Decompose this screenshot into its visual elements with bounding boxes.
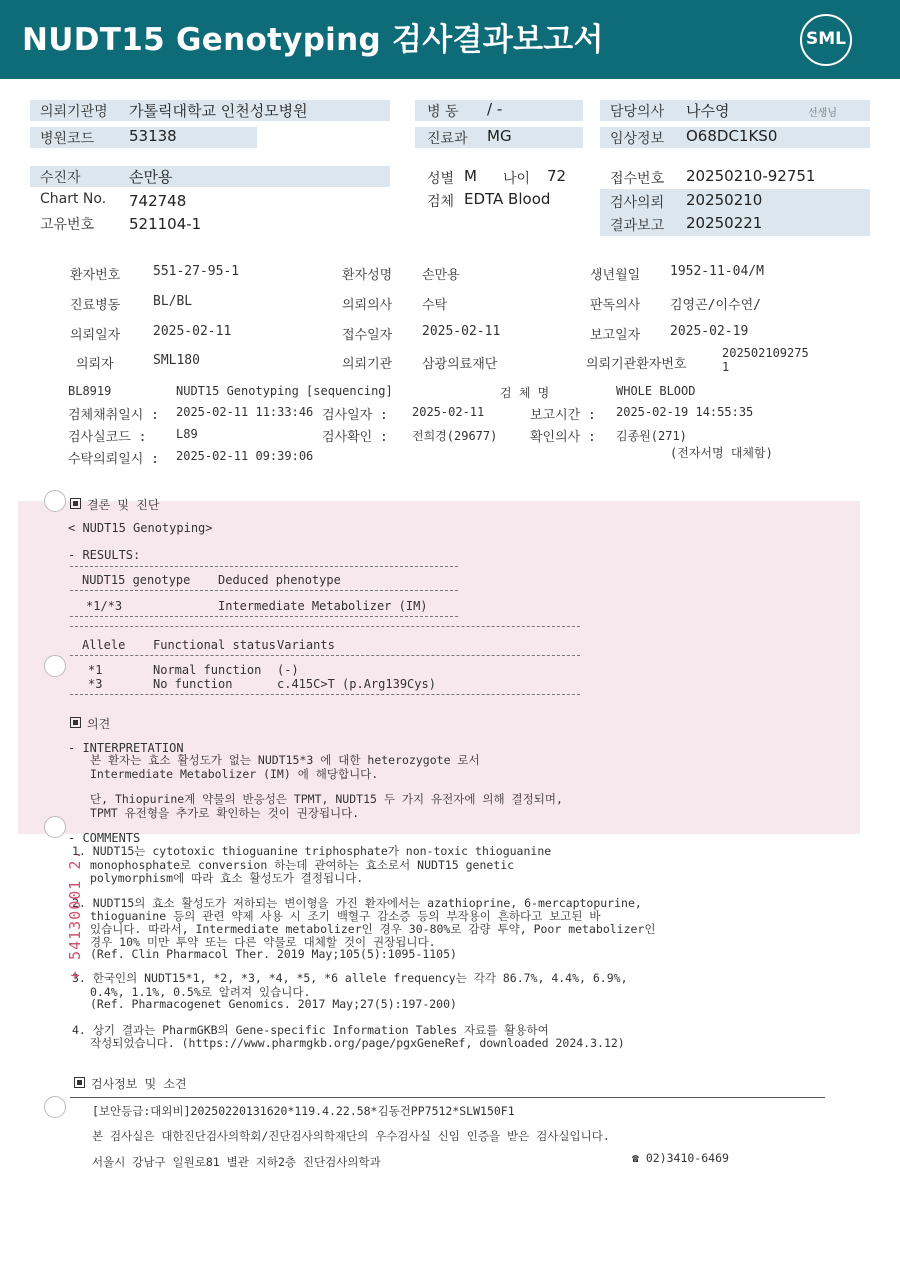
- info-label: 의뢰기관환자번호: [586, 357, 687, 372]
- divider: [70, 590, 458, 591]
- divider: [70, 616, 458, 617]
- allele-variant: c.415C>T (p.Arg139Cys): [277, 677, 436, 691]
- age-label: 나이: [503, 171, 531, 187]
- institution-value: 가톨릭대학교 인천성모병원: [129, 102, 308, 120]
- institution-label: 의뢰기관명: [40, 104, 108, 120]
- comment-line: polymorphism에 따라 효소 활성도가 결정됩니다.: [90, 871, 364, 885]
- hospital-code-value: 53138: [129, 127, 177, 145]
- vertical-stamp: + 54130001 2.: [66, 849, 84, 980]
- result-section-label: 결론 및 진단: [87, 498, 160, 512]
- punch-hole: [44, 490, 66, 512]
- result-section-heading: [70, 496, 159, 513]
- interp-line: Intermediate Metabolizer (IM) 에 해당합니다.: [90, 767, 379, 781]
- info-label: 생년월일: [590, 268, 641, 283]
- allele-status: No function: [153, 677, 233, 691]
- allele-variant: (-): [277, 663, 299, 677]
- ward-label: 병 동: [427, 104, 459, 120]
- receipt-value: 20250210-92751: [686, 167, 816, 185]
- info-label: 환자성명: [342, 268, 393, 283]
- id-label: 고유번호: [40, 217, 95, 233]
- reporttime-value: 2025-02-19 14:55:35: [616, 405, 754, 419]
- result-title: < NUDT15 Genotyping>: [68, 521, 213, 535]
- info-value: 2025-02-11: [422, 324, 501, 339]
- result-panel: [18, 501, 860, 834]
- report-label: 결과보고: [610, 218, 665, 234]
- interp-line: 단, Thiopurine계 약물의 반응성은 TPMT, NUDT15 두 가지 유전자에 의해 결정되며,: [90, 792, 563, 806]
- physician-value: 김종원(271): [616, 429, 687, 443]
- comment-line: 2. NUDT15의 효소 활성도가 저하되는 변이형을 가진 환자에서는 azathioprine, 6-mercaptopurine,: [72, 896, 642, 910]
- interp-line: TPMT 유전형을 추가로 확인하는 것이 권장됩니다.: [90, 806, 360, 820]
- phone-line: ☎ 02)3410-6469: [632, 1151, 729, 1165]
- interp-label: - INTERPRETATION: [68, 741, 184, 755]
- age-value: 72: [547, 167, 567, 185]
- comment-line: 경우 10% 미만 투약 또는 다른 약물로 대체할 것이 권장됩니다.: [90, 935, 436, 949]
- info-label: 환자번호: [70, 268, 121, 283]
- section-box-icon: [70, 717, 81, 728]
- comment-line: 3. 한국인의 NUDT15*1, *2, *3, *4, *5, *6 allele frequency는 각각 86.7%, 4.4%, 6.9%,: [72, 971, 628, 985]
- confirm-value: 전희경(29677): [412, 429, 498, 443]
- section-box-icon: [70, 498, 81, 509]
- phenotype-value: Intermediate Metabolizer (IM): [218, 599, 428, 613]
- doctor-value: 나수영: [686, 102, 730, 120]
- physician-label: 확인의사 :: [530, 430, 596, 445]
- patient-row: [30, 166, 390, 187]
- info-value: 손만용: [422, 268, 460, 283]
- divider: [70, 655, 580, 656]
- comment-line: monophosphate로 conversion 하는데 관여하는 효소로서 NUDT15 genetic: [90, 858, 515, 872]
- info-label: 의뢰자: [76, 357, 114, 372]
- specimen-value: EDTA Blood: [464, 190, 551, 208]
- comment-line: 작성되었습니다. (https://www.pharmgkb.org/page/pgxGeneRef, downloaded 2024.3.12): [90, 1036, 625, 1050]
- footer-divider: [70, 1097, 825, 1098]
- divider: [70, 694, 580, 695]
- receipt-label: 접수번호: [610, 171, 665, 187]
- allele-name: *1: [88, 663, 103, 677]
- footer-section-label: 검사정보 및 소견: [91, 1077, 187, 1091]
- clinical-label: 임상정보: [610, 131, 665, 147]
- patient-value: 손만용: [129, 168, 173, 186]
- comments-label: - COMMENTS: [68, 831, 141, 845]
- punch-hole: [44, 655, 66, 677]
- info-value: 1: [722, 360, 730, 374]
- info-value: BL/BL: [153, 294, 193, 309]
- consign-label: 수탁의뢰일시 :: [68, 452, 160, 467]
- results-label: - RESULTS:: [68, 548, 141, 562]
- sml-logo: SML: [800, 14, 852, 66]
- info-label: 의뢰일자: [70, 328, 121, 343]
- info-label: 의뢰의사: [342, 298, 393, 313]
- confirm-label: 검사확인 :: [322, 430, 388, 445]
- reporttime-label: 보고시간 :: [530, 408, 596, 423]
- comment-line: thioguanine 등의 관련 약제 사용 시 조기 백혈구 감소증 등의 부작용이 흔하다고 보고된 바: [90, 909, 601, 923]
- security-line: [보안등급:대외비]20250220131620*119.4.22.58*김동건PP7512*SLW150F1: [92, 1104, 515, 1118]
- col-status: Functional status: [153, 638, 276, 652]
- doctor-suffix: 선생님: [808, 108, 837, 119]
- punch-hole: [44, 1096, 66, 1118]
- divider: [70, 626, 580, 627]
- info-value: 1952-11-04/M: [670, 264, 764, 279]
- testdate-label: 검사일자 :: [322, 408, 388, 423]
- esign-note: (전자서명 대체함): [670, 446, 773, 460]
- info-label: 접수일자: [342, 328, 393, 343]
- col-variants: Variants: [277, 638, 335, 652]
- allele-name: *3: [88, 677, 103, 691]
- interp-line: 본 환자는 효소 활성도가 없는 NUDT15*3 에 대한 heterozygote 로서: [90, 753, 480, 767]
- test-specimen: WHOLE BLOOD: [616, 384, 696, 398]
- specimen-label: 검체: [427, 194, 455, 210]
- chart-value: 742748: [129, 192, 187, 210]
- allele-status: Normal function: [153, 663, 262, 677]
- lab-value: L89: [176, 427, 198, 441]
- section-box-icon: [74, 1077, 85, 1088]
- info-label: 판독의사: [590, 298, 641, 313]
- info-value: SML180: [153, 353, 200, 368]
- testdate-value: 2025-02-11: [412, 405, 485, 419]
- col-genotype: NUDT15 genotype: [82, 573, 191, 587]
- info-value: 202502109275: [722, 346, 809, 360]
- sex-value: M: [464, 167, 477, 185]
- patient-label: 수진자: [40, 170, 81, 186]
- comment-line: 있습니다. 따라서, Intermediate metabolizer인 경우 30-80%로 감량 투약, Poor metabolizer인: [90, 922, 656, 936]
- dept-label: 진료과: [427, 131, 468, 147]
- col-allele: Allele: [82, 638, 126, 652]
- info-value: 2025-02-11: [153, 324, 232, 339]
- comment-line: (Ref. Pharmacogenet Genomics. 2017 May;27(5):197-200): [90, 997, 457, 1011]
- col-phenotype: Deduced phenotype: [218, 573, 341, 587]
- info-value: 수탁: [422, 298, 448, 313]
- opinion-section-heading: [70, 715, 110, 732]
- report-value: 20250221: [686, 214, 763, 232]
- punch-hole: [44, 816, 66, 838]
- comment-line: (Ref. Clin Pharmacol Ther. 2019 May;105(5):1095-1105): [90, 947, 457, 961]
- test-specimen-label: 검 체 명: [500, 386, 550, 400]
- comment-line: 0.4%, 1.1%, 0.5%로 알려져 있습니다.: [90, 985, 311, 999]
- hospital-code-label: 병원코드: [40, 131, 95, 147]
- opinion-section-label: 의견: [87, 717, 111, 731]
- test-code: BL8919: [68, 384, 112, 398]
- comment-line: 4. 상기 결과는 PharmGKB의 Gene-specific Information Tables 자료를 활용하여: [72, 1023, 549, 1037]
- collect-value: 2025-02-11 11:33:46: [176, 405, 314, 419]
- info-value: 김영곤/이수연/: [670, 298, 762, 313]
- info-value: 551-27-95-1: [153, 264, 240, 279]
- info-value: 2025-02-19: [670, 324, 749, 339]
- report-title: NUDT15 Genotyping 검사결과보고서: [22, 22, 604, 58]
- lab-label: 검사실코드 :: [68, 430, 147, 445]
- footer-section-heading: [74, 1075, 187, 1092]
- dept-value: MG: [487, 127, 512, 145]
- doctor-label: 담당의사: [610, 104, 665, 120]
- consign-value: 2025-02-11 09:39:06: [176, 449, 314, 463]
- chart-label: Chart No.: [40, 191, 107, 207]
- request-value: 20250210: [686, 191, 763, 209]
- sex-label: 성별: [427, 171, 455, 187]
- request-label: 검사의뢰: [610, 195, 665, 211]
- info-value: 삼광의료재단: [422, 357, 498, 372]
- collect-label: 검체채취일시 :: [68, 408, 160, 423]
- address-line: 서울시 강남구 일원로81 별관 지하2층 진단검사의학과: [92, 1155, 381, 1169]
- info-label: 보고일자: [590, 328, 641, 343]
- test-name: NUDT15 Genotyping [sequencing]: [176, 384, 393, 398]
- genotype-value: *1/*3: [86, 599, 123, 613]
- divider: [70, 566, 458, 567]
- clinical-value: O68DC1KS0: [686, 127, 778, 145]
- comment-line: 1. NUDT15는 cytotoxic thioguanine triphosphate가 non-toxic thioguanine: [72, 844, 552, 858]
- ward-value: / -: [487, 100, 503, 118]
- id-value: 521104-1: [129, 215, 202, 233]
- info-label: 의뢰기관: [342, 357, 393, 372]
- certification-line: 본 검사실은 대한진단검사의학회/진단검사의학재단의 우수검사실 신임 인증을 받은 검사실입니다.: [92, 1129, 610, 1143]
- info-label: 진료병동: [70, 298, 121, 313]
